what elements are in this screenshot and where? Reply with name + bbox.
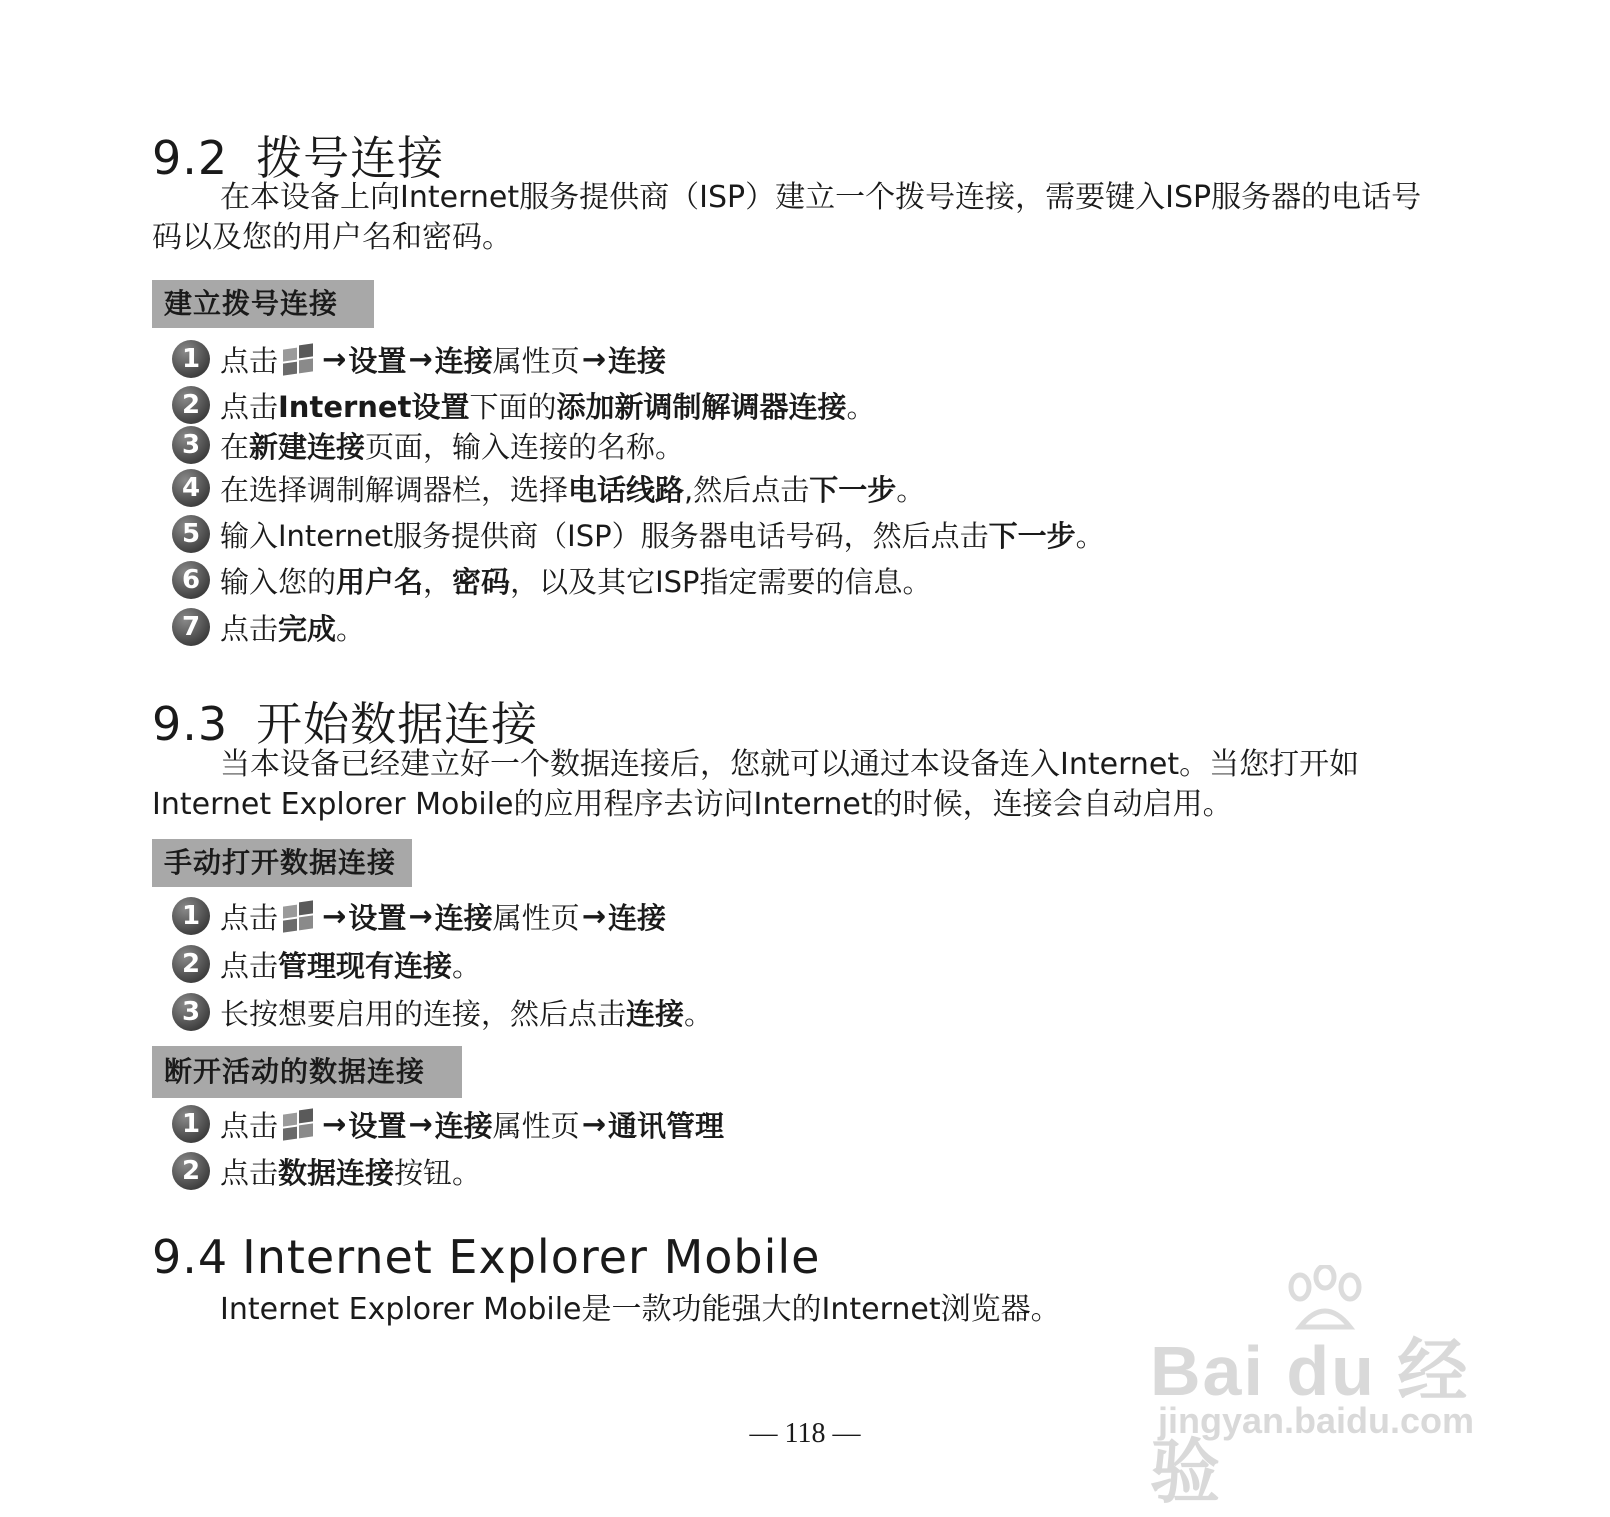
step-bold: 通讯管理 bbox=[608, 1108, 725, 1143]
step-item bbox=[172, 385, 876, 425]
step-text: 点击 bbox=[220, 611, 279, 646]
step-bold: 连接 bbox=[626, 996, 685, 1031]
step-text: 点击 bbox=[220, 1155, 279, 1190]
step-bold: 新建连接 bbox=[249, 429, 366, 464]
step-bold: 连接 bbox=[608, 900, 667, 935]
step-text: 在选择调制解调器栏，选择 bbox=[220, 472, 569, 507]
step-text: 输入您的 bbox=[220, 564, 337, 599]
step-bold: 连接 bbox=[434, 900, 493, 935]
arrow-icon: → bbox=[322, 342, 347, 376]
step-item bbox=[172, 1104, 724, 1144]
step-bold: Internet设置 bbox=[278, 389, 470, 424]
step-text: 属性页 bbox=[492, 900, 580, 935]
step-item bbox=[172, 425, 684, 465]
subsection-box-dialup: 建立拨号连接 bbox=[152, 280, 374, 328]
section-9-2-intro: 在本设备上向Internet服务提供商（ISP）建立一个拨号连接，需要键入ISP服务器的电话号码以及您的用户名和密码。 bbox=[152, 180, 1422, 255]
windows-start-icon bbox=[280, 342, 318, 376]
arrow-icon: → bbox=[322, 1107, 347, 1141]
step-text: 页面，输入连接的名称。 bbox=[365, 429, 685, 464]
section-title: Internet Explorer Mobile bbox=[242, 1230, 821, 1284]
step-item bbox=[172, 1151, 481, 1191]
step-text: 在 bbox=[220, 429, 250, 464]
step-bold: 用户名 bbox=[336, 564, 424, 599]
windows-start-icon bbox=[280, 1107, 318, 1141]
section-number: 9.4 bbox=[152, 1230, 229, 1284]
step-number-badge: 4 bbox=[172, 469, 210, 507]
section-9-3-intro: 当本设备已经建立好一个数据连接后，您就可以通过本设备连入Internet。当您打开如Internet Explorer Mobile的应用程序去访问Internet的时候，连接会自动启用。 bbox=[152, 747, 1360, 822]
step-text: 点击 bbox=[220, 389, 279, 424]
page-number: — 118 — bbox=[749, 1418, 861, 1449]
step-text: 长按想要启用的连接，然后点击 bbox=[220, 996, 627, 1031]
section-9-4-intro: Internet Explorer Mobile是一款功能强大的Internet浏览器。 bbox=[220, 1292, 1061, 1327]
step-text: 输入Internet服务提供商（ISP）服务器电话号码，然后点击 bbox=[220, 518, 989, 553]
step-text: 按钮。 bbox=[394, 1155, 482, 1190]
step-bold: 密码 bbox=[452, 564, 511, 599]
arrow-icon: → bbox=[408, 342, 433, 376]
step-bold: 连接 bbox=[434, 1108, 493, 1143]
step-bold: 下一步 bbox=[988, 518, 1076, 553]
step-text: 下面的 bbox=[469, 389, 557, 424]
step-text: 点击 bbox=[220, 900, 279, 935]
step-number-badge: 3 bbox=[172, 426, 210, 464]
section-number: 9.2 bbox=[152, 131, 229, 185]
step-number-badge: 2 bbox=[172, 386, 210, 424]
step-bold: 管理现有连接 bbox=[278, 948, 453, 983]
step-number-badge: 6 bbox=[172, 561, 210, 599]
step-text: 属性页 bbox=[492, 1108, 580, 1143]
step-item bbox=[172, 607, 365, 647]
subsection-box-manual-open: 手动打开数据连接 bbox=[152, 839, 412, 887]
step-text: 点击 bbox=[220, 948, 279, 983]
step-number-badge: 1 bbox=[172, 1105, 210, 1143]
step-bold: 设置 bbox=[348, 343, 407, 378]
step-text: 。 bbox=[336, 611, 366, 646]
step-text: 。 bbox=[846, 389, 876, 424]
step-number-badge: 2 bbox=[172, 1152, 210, 1190]
watermark-site: jingyan.baidu.com bbox=[1158, 1400, 1475, 1441]
step-bold: 连接 bbox=[434, 343, 493, 378]
step-bold: 设置 bbox=[348, 900, 407, 935]
step-bold: 数据连接 bbox=[278, 1155, 395, 1190]
step-text: 。 bbox=[684, 996, 714, 1031]
step-number-badge: 3 bbox=[172, 993, 210, 1031]
step-number-badge: 7 bbox=[172, 608, 210, 646]
watermark-logo: Bai du 经验 bbox=[1150, 1332, 1470, 1511]
step-number-badge: 1 bbox=[172, 340, 210, 378]
arrow-icon: → bbox=[581, 342, 606, 376]
step-number-badge: 2 bbox=[172, 945, 210, 983]
step-number-badge: 1 bbox=[172, 897, 210, 935]
step-bold: 连接 bbox=[608, 343, 667, 378]
step-item bbox=[172, 560, 932, 600]
section-title: 开始数据连接 bbox=[256, 697, 539, 751]
step-item bbox=[172, 992, 713, 1032]
step-text: ， bbox=[423, 564, 453, 599]
step-text: 点击 bbox=[220, 1108, 279, 1143]
step-text: 属性页 bbox=[492, 343, 580, 378]
step-number-badge: 5 bbox=[172, 515, 210, 553]
arrow-icon: → bbox=[322, 899, 347, 933]
step-bold: 添加新调制解调器连接 bbox=[556, 389, 847, 424]
step-text: 。 bbox=[896, 472, 926, 507]
step-text: 。 bbox=[1075, 518, 1105, 553]
step-item bbox=[172, 468, 925, 508]
step-text: 点击 bbox=[220, 343, 279, 378]
windows-start-icon bbox=[280, 899, 318, 933]
step-text: ,然后点击 bbox=[684, 472, 810, 507]
step-item bbox=[172, 896, 666, 936]
subsection-box-disconnect: 断开活动的数据连接 bbox=[152, 1046, 462, 1098]
step-bold: 完成 bbox=[278, 611, 337, 646]
step-item bbox=[172, 514, 1105, 554]
section-9-4-heading bbox=[152, 1230, 820, 1284]
arrow-icon: → bbox=[581, 1107, 606, 1141]
step-bold: 设置 bbox=[348, 1108, 407, 1143]
step-text: ，以及其它ISP指定需要的信息。 bbox=[510, 564, 932, 599]
arrow-icon: → bbox=[408, 899, 433, 933]
arrow-icon: → bbox=[408, 1107, 433, 1141]
section-title: 拨号连接 bbox=[256, 131, 445, 185]
arrow-icon: → bbox=[581, 899, 606, 933]
step-item bbox=[172, 339, 666, 379]
step-item bbox=[172, 944, 481, 984]
step-bold: 电话线路 bbox=[568, 472, 685, 507]
step-text: 。 bbox=[452, 948, 482, 983]
section-number: 9.3 bbox=[152, 697, 229, 751]
step-bold: 下一步 bbox=[809, 472, 897, 507]
